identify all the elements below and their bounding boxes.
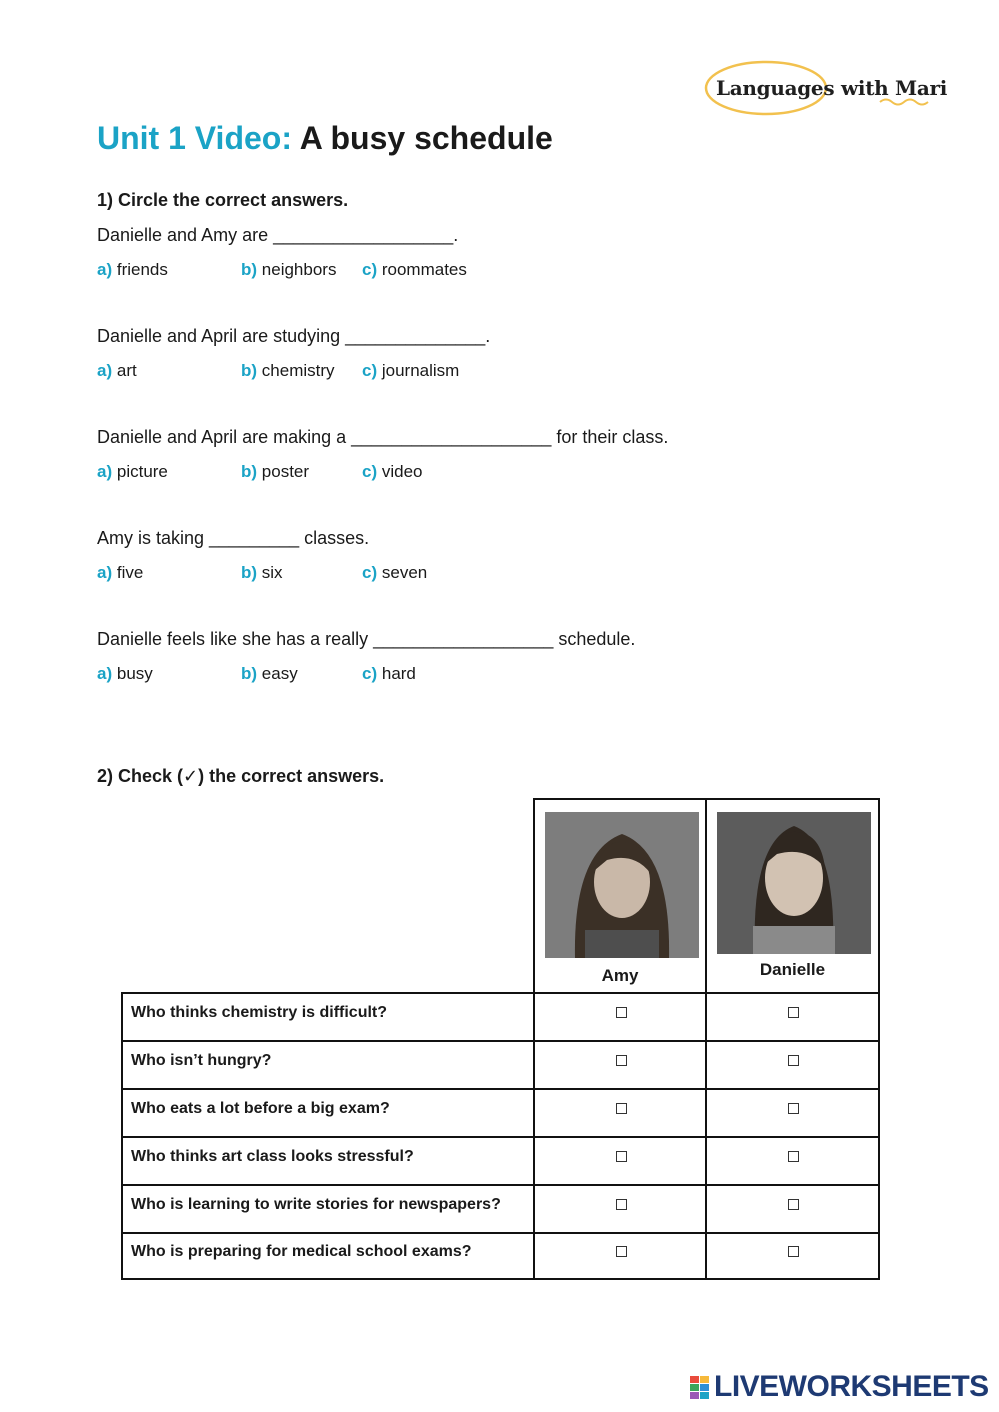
option-label: chemistry bbox=[261, 361, 335, 380]
option-c[interactable] bbox=[362, 361, 459, 381]
question-text: Danielle and April are making a ____________________ for their class. bbox=[97, 427, 669, 447]
checkbox-danielle[interactable] bbox=[788, 1055, 799, 1066]
checkbox-amy[interactable] bbox=[616, 1055, 627, 1066]
option-label: hard bbox=[381, 664, 416, 683]
option-b[interactable] bbox=[241, 563, 283, 583]
question-text: Amy is taking _________ classes. bbox=[97, 528, 370, 548]
option-a[interactable] bbox=[97, 664, 153, 684]
table-row bbox=[121, 1232, 535, 1280]
row-question: Who thinks chemistry is difficult? bbox=[131, 1004, 388, 1021]
option-c[interactable] bbox=[362, 462, 423, 482]
option-c[interactable] bbox=[362, 563, 427, 583]
option-a[interactable] bbox=[97, 462, 168, 482]
check-cell bbox=[533, 1136, 707, 1186]
option-label: six bbox=[261, 563, 283, 582]
option-label: neighbors bbox=[261, 260, 337, 279]
table-row bbox=[121, 1184, 535, 1234]
check-cell bbox=[705, 1040, 880, 1090]
option-label: journalism bbox=[381, 361, 460, 380]
option-label: art bbox=[116, 361, 137, 380]
option-letter: a) bbox=[97, 361, 113, 380]
page-title bbox=[97, 120, 553, 157]
option-letter: c) bbox=[362, 664, 378, 683]
option-b[interactable] bbox=[241, 361, 335, 381]
table-row bbox=[121, 1088, 535, 1138]
option-letter: b) bbox=[241, 664, 258, 683]
blocks-icon bbox=[690, 1376, 710, 1400]
option-a[interactable] bbox=[97, 563, 143, 583]
check-cell bbox=[533, 1184, 707, 1234]
title-unit: Unit 1 Video: bbox=[97, 120, 292, 156]
checkbox-amy[interactable] bbox=[616, 1246, 627, 1257]
row-question: Who isn’t hungry? bbox=[131, 1052, 272, 1069]
option-letter: b) bbox=[241, 260, 258, 279]
option-label: busy bbox=[116, 664, 153, 683]
question-text: Danielle and Amy are __________________. bbox=[97, 225, 459, 245]
option-a[interactable] bbox=[97, 361, 137, 381]
row-question: Who thinks art class looks stressful? bbox=[131, 1148, 414, 1165]
option-label: poster bbox=[261, 462, 310, 481]
check-cell bbox=[705, 1088, 880, 1138]
checkbox-danielle[interactable] bbox=[788, 1007, 799, 1018]
check-table bbox=[121, 798, 880, 1280]
option-b[interactable] bbox=[241, 260, 336, 280]
option-c[interactable] bbox=[362, 664, 416, 684]
option-letter: a) bbox=[97, 664, 113, 683]
option-a[interactable] bbox=[97, 260, 168, 280]
option-letter: c) bbox=[362, 361, 378, 380]
column-label: Amy bbox=[601, 966, 639, 985]
section1-heading: 1) Circle the correct answers. bbox=[97, 190, 349, 210]
option-letter: b) bbox=[241, 563, 258, 582]
option-letter: c) bbox=[362, 563, 378, 582]
table-row bbox=[121, 992, 535, 1042]
option-label: friends bbox=[116, 260, 168, 279]
checkbox-danielle[interactable] bbox=[788, 1151, 799, 1162]
option-c[interactable] bbox=[362, 260, 467, 280]
check-cell bbox=[533, 1088, 707, 1138]
row-question: Who is learning to write stories for newspapers? bbox=[131, 1196, 501, 1213]
liveworksheets-logo bbox=[690, 1370, 990, 1406]
option-label: easy bbox=[261, 664, 298, 683]
option-letter: b) bbox=[241, 462, 258, 481]
checkbox-danielle[interactable] bbox=[788, 1246, 799, 1257]
option-letter: c) bbox=[362, 260, 378, 279]
check-cell bbox=[533, 992, 707, 1042]
option-letter: a) bbox=[97, 563, 113, 582]
check-cell bbox=[533, 1232, 707, 1280]
logo-text: Languages with Mari bbox=[716, 76, 948, 100]
option-label: roommates bbox=[381, 260, 467, 279]
option-label: seven bbox=[381, 563, 428, 582]
option-letter: c) bbox=[362, 462, 378, 481]
brand-text: LIVEWORKSHEETS bbox=[714, 1370, 989, 1403]
option-letter: b) bbox=[241, 361, 258, 380]
check-cell bbox=[705, 1136, 880, 1186]
option-letter: a) bbox=[97, 462, 113, 481]
question-text: Danielle feels like she has a really __________________ schedule. bbox=[97, 629, 636, 649]
option-b[interactable] bbox=[241, 664, 298, 684]
check-cell bbox=[705, 1232, 880, 1280]
table-row bbox=[121, 1040, 535, 1090]
question-text: Danielle and April are studying ______________. bbox=[97, 326, 491, 346]
column-label: Danielle bbox=[759, 960, 826, 979]
amy-photo bbox=[545, 812, 699, 958]
table-row bbox=[121, 1136, 535, 1186]
option-b[interactable] bbox=[241, 462, 309, 482]
checkbox-danielle[interactable] bbox=[788, 1103, 799, 1114]
logo bbox=[700, 58, 948, 120]
title-main: A busy schedule bbox=[299, 120, 553, 156]
row-question: Who is preparing for medical school exams? bbox=[131, 1243, 472, 1260]
checkbox-amy[interactable] bbox=[616, 1199, 627, 1210]
section2-heading: 2) Check (✓) the correct answers. bbox=[97, 766, 385, 786]
column-header-danielle bbox=[705, 798, 880, 994]
row-question: Who eats a lot before a big exam? bbox=[131, 1100, 390, 1117]
checkbox-amy[interactable] bbox=[616, 1151, 627, 1162]
option-label: video bbox=[381, 462, 423, 481]
option-letter: a) bbox=[97, 260, 113, 279]
danielle-photo bbox=[717, 812, 871, 954]
option-label: five bbox=[116, 563, 144, 582]
check-cell bbox=[533, 1040, 707, 1090]
checkbox-amy[interactable] bbox=[616, 1007, 627, 1018]
column-header-amy bbox=[533, 798, 707, 994]
checkbox-amy[interactable] bbox=[616, 1103, 627, 1114]
checkbox-danielle[interactable] bbox=[788, 1199, 799, 1210]
check-cell bbox=[705, 992, 880, 1042]
check-cell bbox=[705, 1184, 880, 1234]
option-label: picture bbox=[116, 462, 168, 481]
